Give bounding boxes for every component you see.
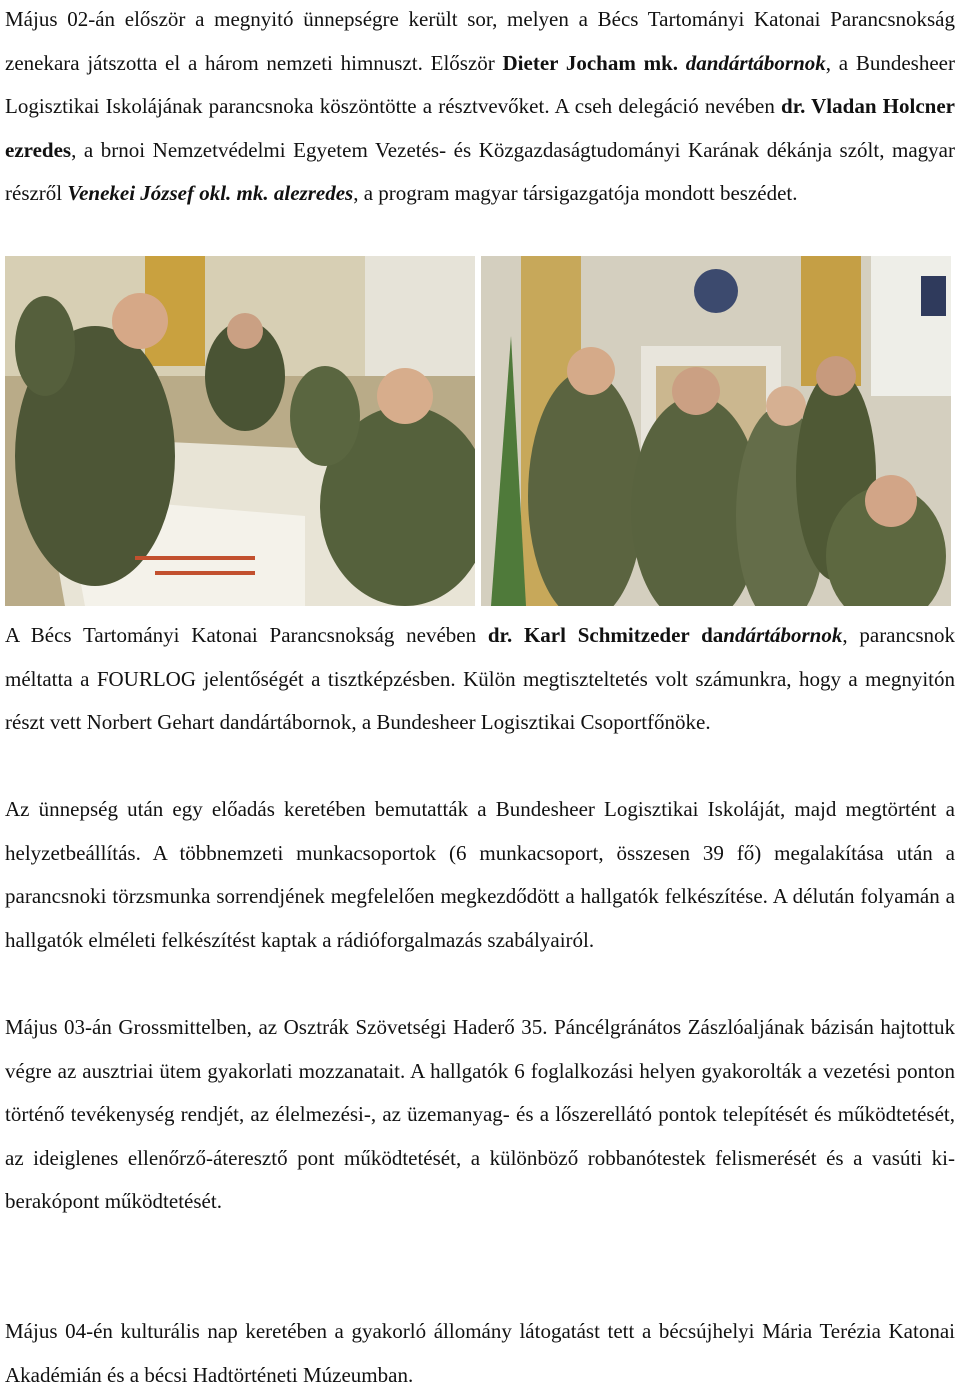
workshop-photo <box>5 256 475 606</box>
may-03-paragraph: Május 03-án Grossmittelben, az Osztrák Szövetségi Haderő 35. Páncélgránátos Zászlóaljának bázisán hajtottuk végre az ausztriai ütem gyakorlati mozzanatait. A hallgatók 6 foglalkozási helyen gyakorolták a vezetési ponton történő tevékenység rendjét, az élelmezési-, az üzemanyag- és a lőszerellátó pontok telepítését és működtetését, az ideiglenes ellenőrző-áteresztő pont működtetését, a különböző robbanótestek felismerését és a vasúti ki- berakópont működtetését. <box>5 1015 955 1214</box>
may-04-paragraph: Május 04-én kulturális nap keretében a gyakorló állomány látogatást tett a bécsújhelyi Mária Terézia Katonai Akadémián és a bécsi Hadtörténeti Múzeumban. <box>5 1319 955 1387</box>
reception-paragraph: A Bécs Tartományi Katonai Parancsnokság nevében dr. Karl Schmitzeder dandártábornok, parancsnok méltatta a FOURLOG jelentőségét a tisztképzésben. Külön megtiszteltetés volt számunkra, hogy a megnyitón részt vett Norbert Gehart dandártábornok, a Bundesheer Logisztikai Csoportfőnöke. <box>5 623 956 735</box>
map-board-photo <box>481 256 951 606</box>
photo-soldiers-at-map-board-icon <box>481 256 951 606</box>
afternoon-paragraph: Az ünnepség után egy előadás keretében bemutatták a Bundesheer Logisztikai Iskoláját, majd megtörtént a helyzetbeállítás. A többnemzeti munkacsoportok (6 munkacsoport, összesen 39 fő) megalakítása után a parancsnoki törzsmunka sorrendjének megfelelően megkezdődött a hallgatók felkészítése. A délután folyamán a hallgatók elméleti felkészítést kaptak a rádióforgalmazás szabályairól. <box>5 797 955 952</box>
intro-paragraph: Május 02-án először a megnyitó ünnepségre került sor, melyen a Bécs Tartományi Katonai Parancsnokság zenekara játszotta el a három nemzeti himnuszt. Először Dieter Jocham mk. dandártábornok, a Bundesheer Logisztikai Iskolájának parancsnoka köszöntötte a résztvevőket. A cseh delegáció nevében dr. Vladan Holcner ezredes, a brnoi Nemzetvédelmi Egyetem Vezetés- és Közgazdaságtudományi Karának dékánja szólt, magyar részről Venekei József okl. mk. alezredes, a program magyar társigazgatója mondott beszédet. <box>5 7 955 206</box>
photo-workshop-table-icon <box>5 256 475 606</box>
